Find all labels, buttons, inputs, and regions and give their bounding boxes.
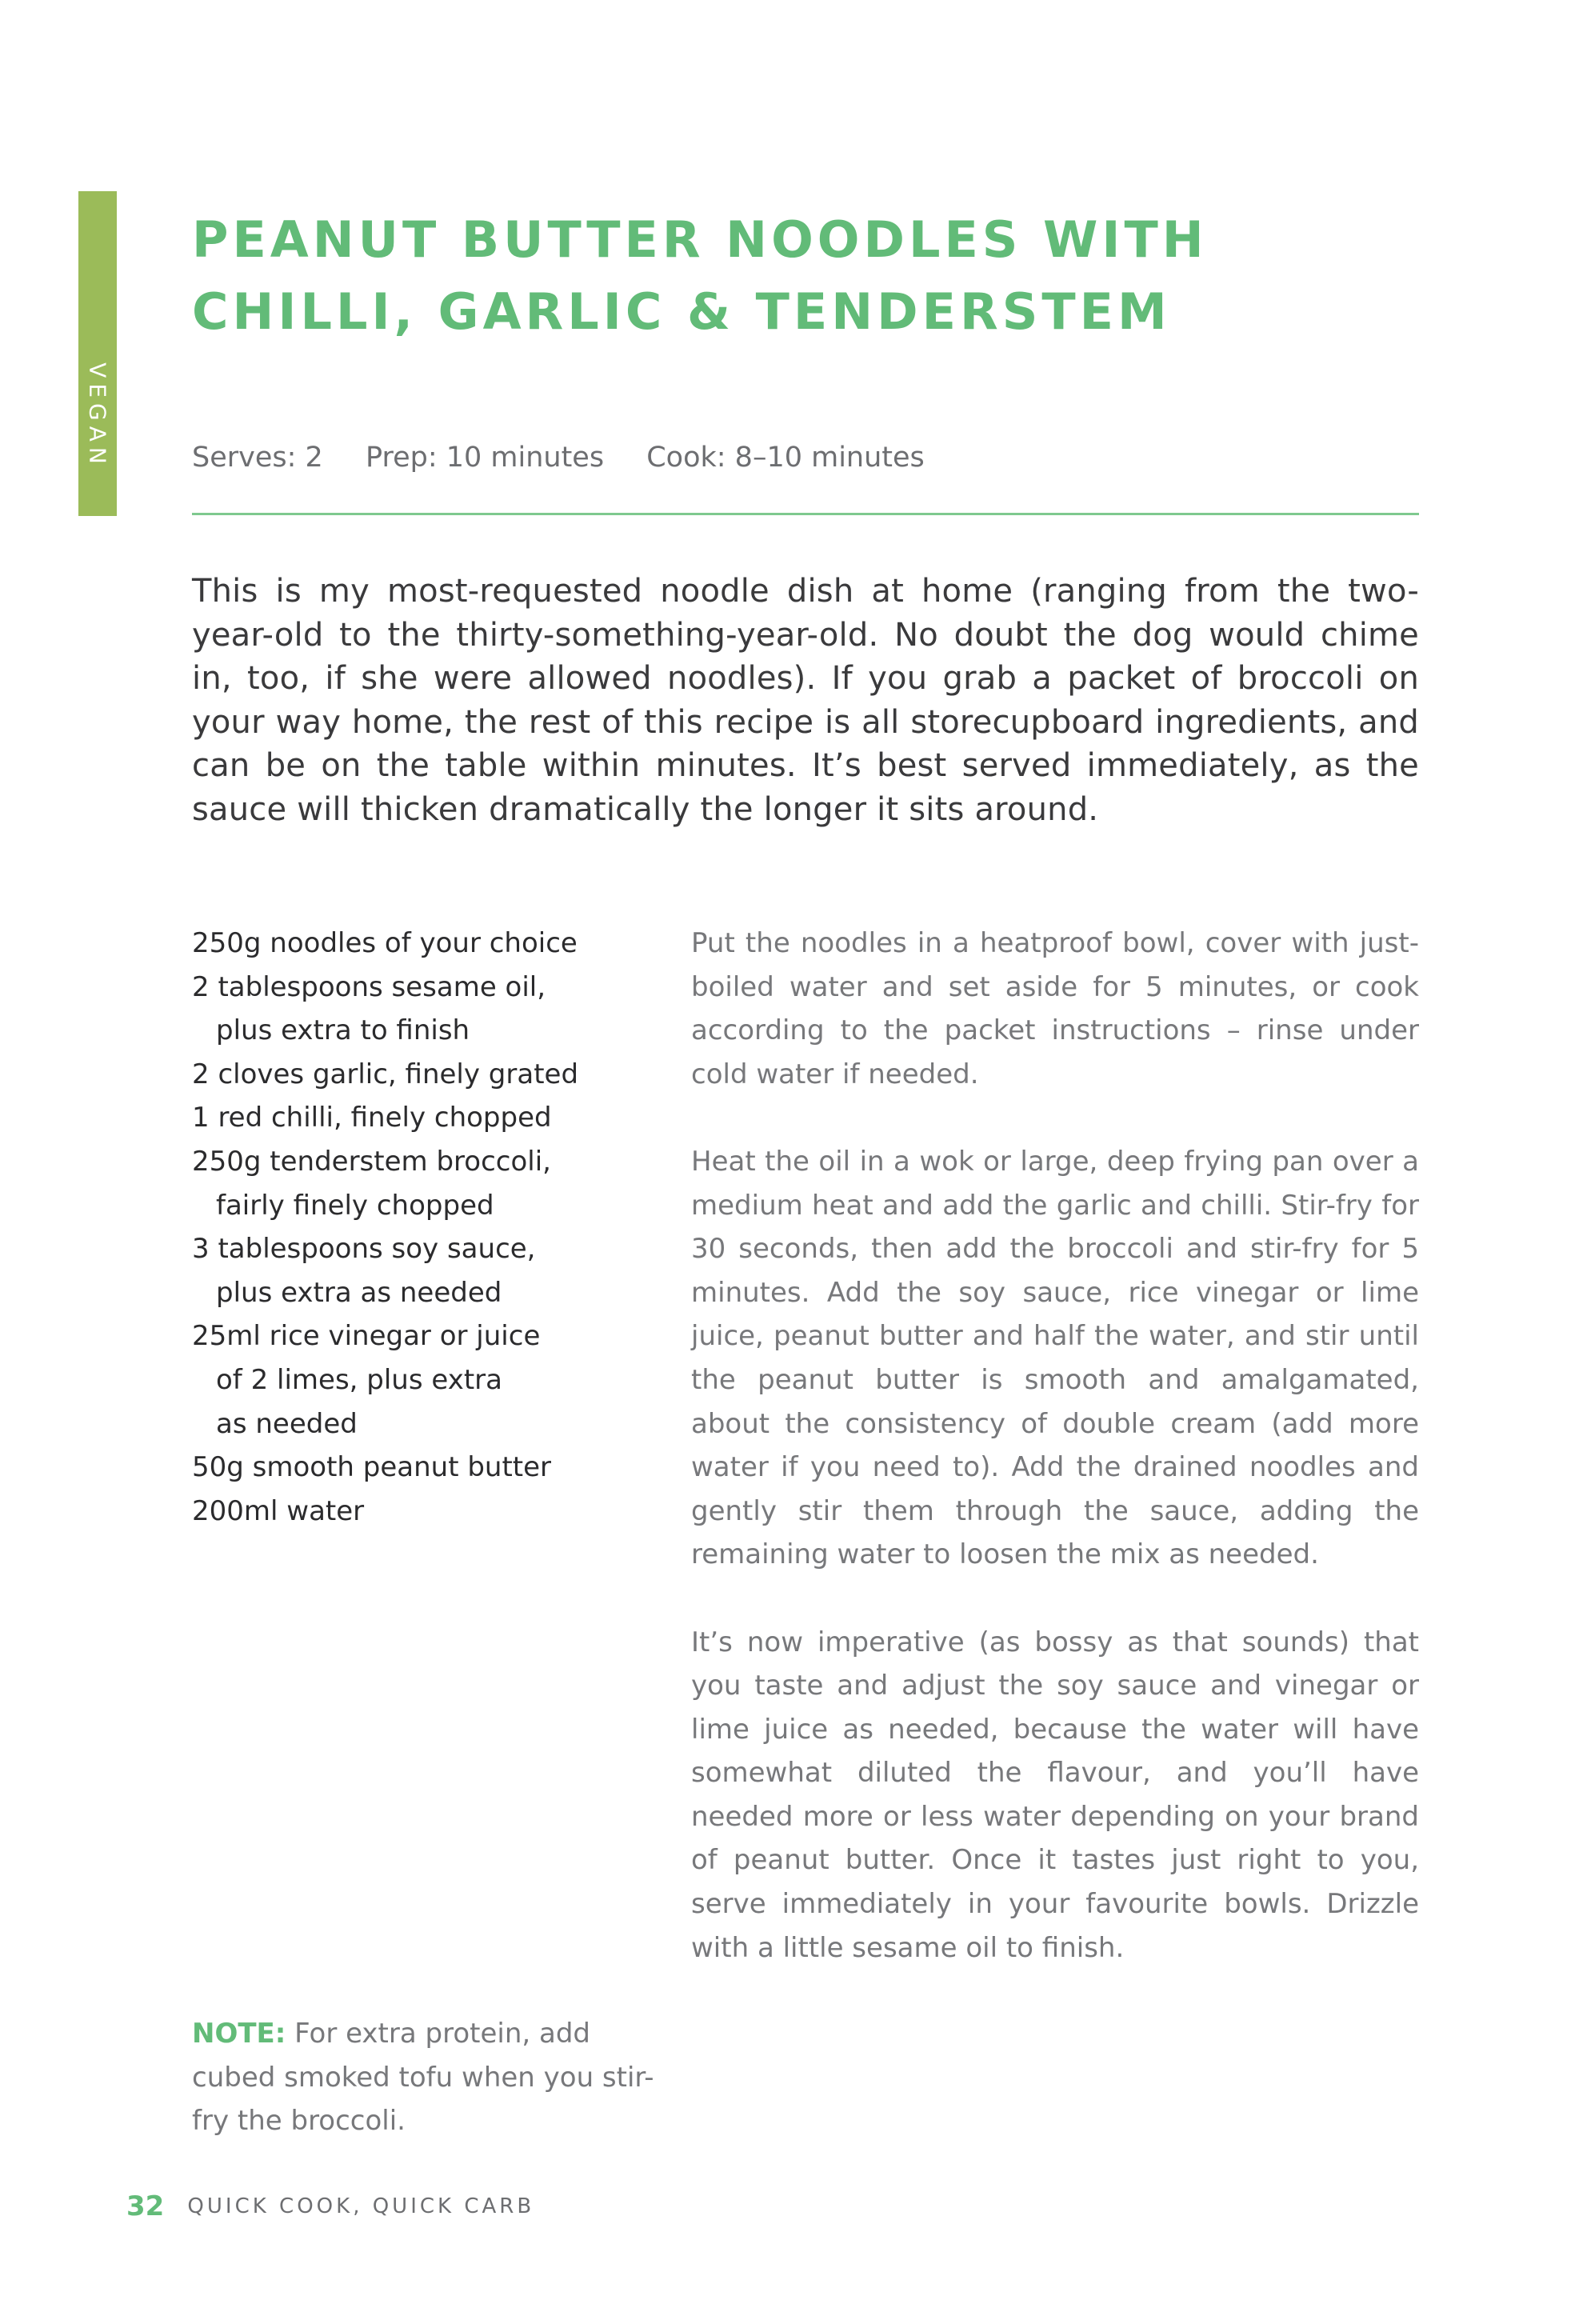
method-step-1: Put the noodles in a heatproof bowl, cover with just-boiled water and set aside for 5 minutes, or cook according to the packet instructions – rinse under cold water if needed. (691, 927, 1419, 1090)
header-divider (192, 513, 1419, 515)
prep-time: Prep: 10 minutes (365, 442, 605, 474)
serves-info: Serves: 2 (192, 442, 323, 474)
page-number: 32 (126, 2190, 165, 2222)
ingredient-line-continued: plus extra to finish (216, 1014, 470, 1047)
note-label: NOTE: (192, 2018, 286, 2050)
ingredient-item (192, 1446, 672, 1490)
ingredient-item (192, 1053, 672, 1097)
recipe-note (192, 2012, 672, 2143)
cook-time: Cook: 8–10 minutes (646, 442, 925, 474)
ingredient-line: 2 tablespoons sesame oil, (192, 970, 546, 1003)
ingredient-item (192, 1096, 672, 1140)
ingredient-item (192, 1314, 672, 1446)
running-title: QUICK COOK, QUICK CARB (187, 2194, 535, 2218)
ingredient-line: 250g noodles of your choice (192, 927, 578, 959)
ingredient-line: 50g smooth peanut butter (192, 1451, 552, 1484)
ingredient-line-continued: as needed (216, 1407, 358, 1440)
ingredient-item (192, 922, 672, 966)
method-step-2: Heat the oil in a wok or large, deep frying pan over a medium heat and add the garlic and chilli. Stir-fry for 30 seconds, then add the broccoli and stir-fry for 5 minutes. Add the soy sauce, rice vinegar or lime juice, peanut butter and half the water, and stir until the peanut butter is smooth and amalgamated, about the consistency of double cream (add more water if you need to). Add the drained noodles and gently stir them through the sauce, adding the remaining water to loosen the mix as needed. (691, 1145, 1419, 1571)
note-text: For extra protein, add cubed smoked tofu when you stir-fry the broccoli. (192, 2018, 654, 2138)
method-steps (691, 922, 1419, 2014)
section-tab-label: VEGAN (84, 362, 111, 470)
ingredient-line: 250g tenderstem broccoli, (192, 1145, 551, 1178)
recipe-title (192, 204, 1440, 348)
ingredient-line: 1 red chilli, finely chopped (192, 1102, 552, 1134)
ingredient-line-continued: plus extra as needed (216, 1276, 502, 1309)
ingredient-line: 200ml water (192, 1494, 365, 1527)
ingredient-item (192, 966, 672, 1053)
recipe-meta (192, 442, 958, 474)
ingredient-item (192, 1140, 672, 1227)
ingredient-line: 25ml rice vinegar or juice (192, 1320, 541, 1353)
page-footer (126, 2190, 534, 2222)
ingredients-list (192, 922, 672, 1533)
recipe-title-line-2: CHILLI, GARLIC & TENDERSTEM (192, 282, 1171, 341)
ingredient-item (192, 1490, 672, 1534)
recipe-intro: This is my most-requested noodle dish at home (ranging from the two-year-old to the thirty-something-year-old. No doubt the dog would chime in, too, if she were allowed noodles). If you grab a packet of broccoli on your way home, the rest of this recipe is all storecupboard ingredients, and can be on the table within minutes. It’s best served immediately, as the sauce will thicken dramatically the longer it sits around. (192, 573, 1419, 828)
ingredient-item (192, 1227, 672, 1314)
ingredient-line: 3 tablespoons soy sauce, (192, 1233, 536, 1266)
method-step-3: It’s now imperative (as bossy as that sounds) that you taste and adjust the soy sauce and vinegar or lime juice as needed, because the water will have somewhat diluted the flavour, and you’ll have needed more or less water depending on your brand of peanut butter. Once it tastes just right to you, serve immediately in your favourite bowls. Drizzle with a little sesame oil to finish. (691, 1626, 1419, 1964)
ingredient-line-continued: fairly finely chopped (216, 1189, 494, 1222)
recipe-title-line-1: PEANUT BUTTER NOODLES WITH (192, 210, 1208, 269)
ingredient-line: 2 cloves garlic, finely grated (192, 1058, 579, 1090)
ingredient-line-continued: of 2 limes, plus extra (216, 1363, 502, 1396)
